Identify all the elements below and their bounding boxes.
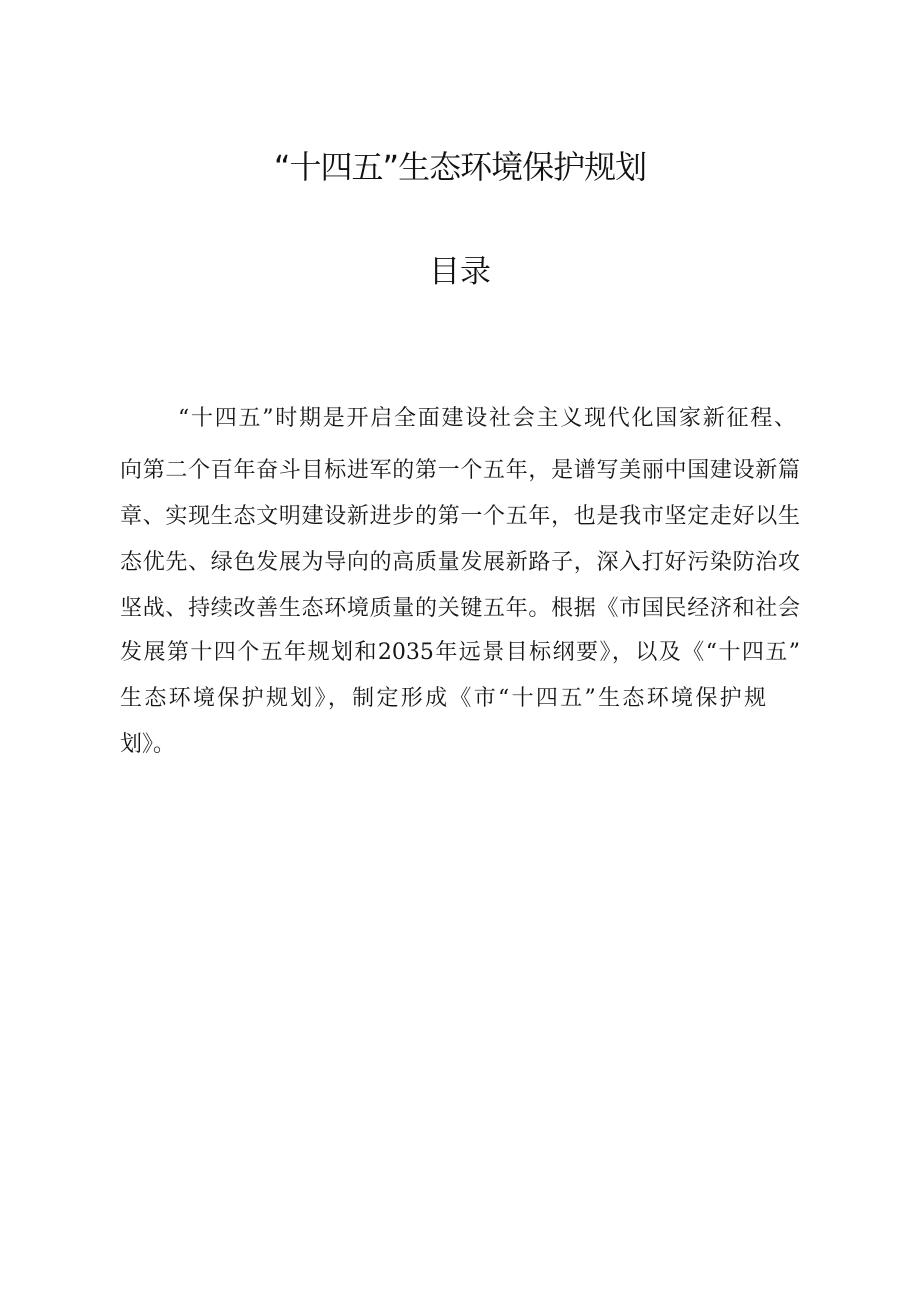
paragraph-line: 生态环境保护规划》，制定形成《市“十四五”生态环境保护规 — [120, 686, 766, 711]
paragraph-line: “十四五”时期是开启全面建设社会主义现代化国家新征程、 — [178, 406, 796, 431]
document-title: “十四五”生态环境保护规划 — [273, 148, 647, 186]
paragraph-line: 章、实现生态文明建设新进步的第一个五年，也是我市坚定走好以生 — [120, 504, 800, 529]
paragraph-line: 态优先、绿色发展为导向的高质量发展新路子，深入打好污染防治攻 — [120, 550, 800, 575]
paragraph-line: 划》。 — [120, 732, 176, 757]
paragraph-line: 向第二个百年奋斗目标进军的第一个五年，是谱写美丽中国建设新篇 — [120, 458, 800, 483]
paragraph-line: 发展第十四个五年规划和2035年远景目标纲要》，以及《“十四五” — [120, 640, 800, 665]
paragraph-line: 坚战、持续改善生态环境质量的关键五年。根据《市国民经济和社会 — [120, 596, 800, 621]
toc-heading: 目录 — [429, 254, 491, 290]
